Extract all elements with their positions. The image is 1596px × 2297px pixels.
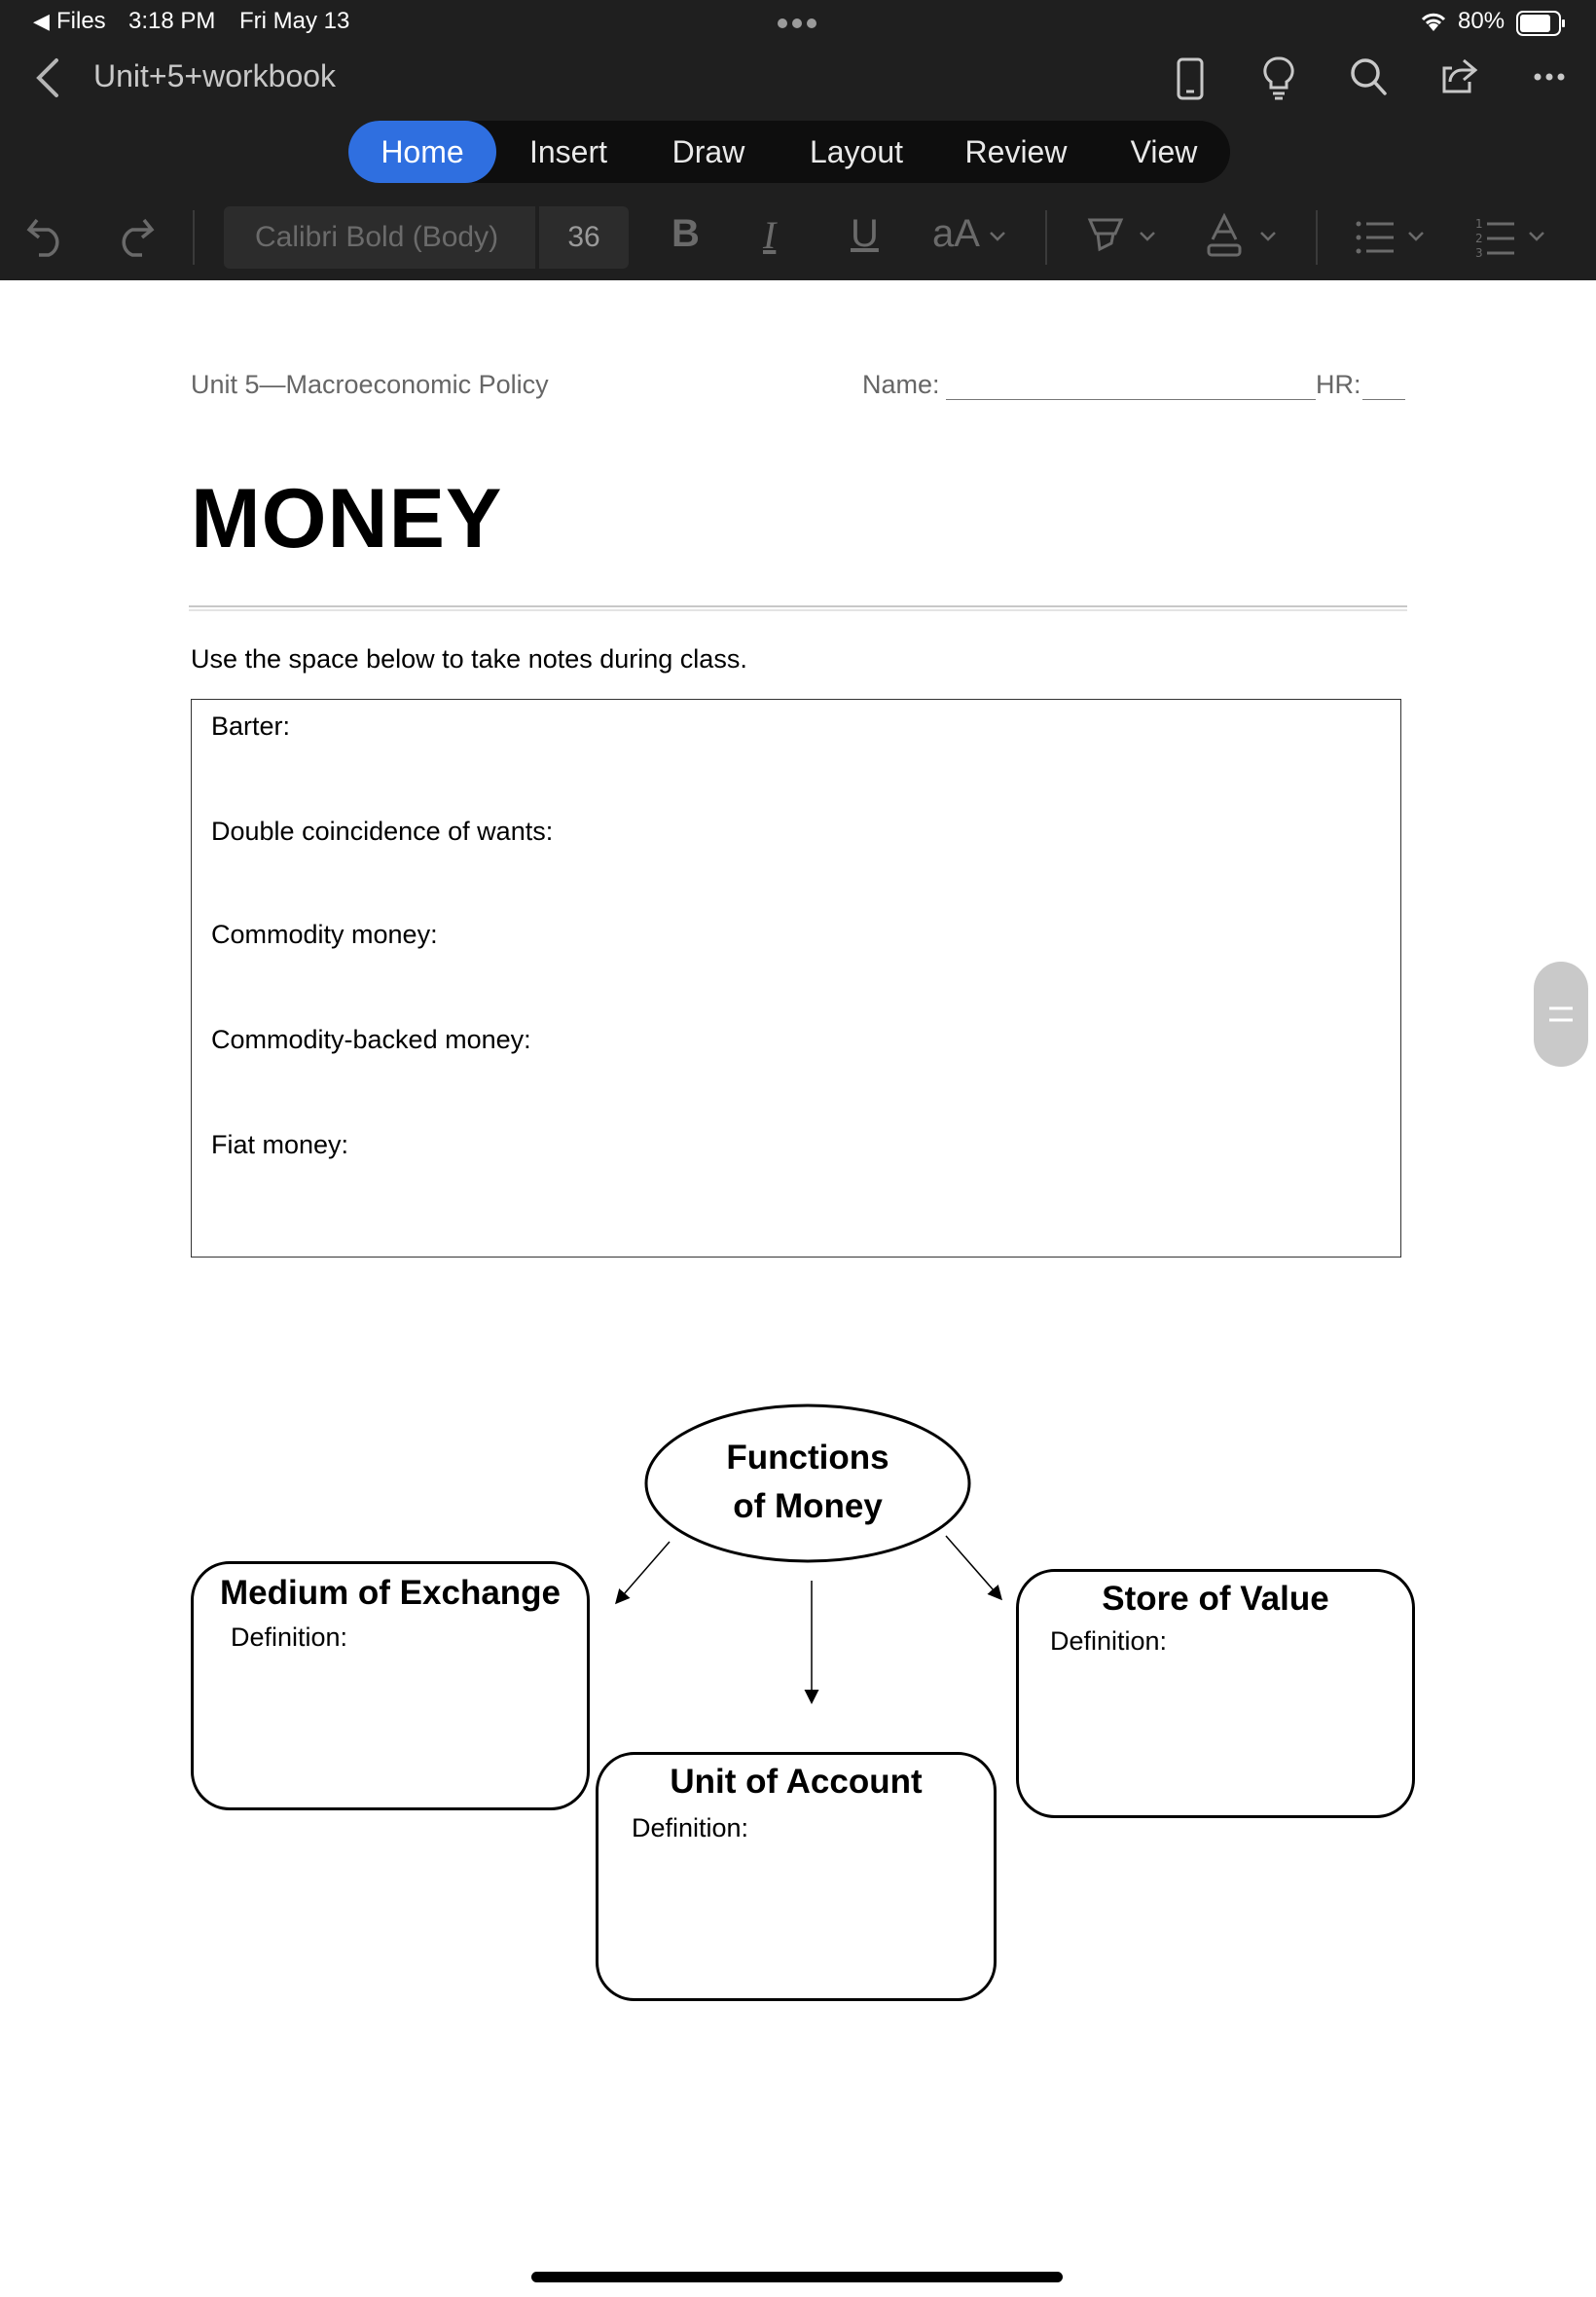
- unit-of-account-box[interactable]: [596, 1752, 997, 2001]
- status-time: 3:18 PM: [128, 8, 216, 34]
- unit-of-account-title: Unit of Account: [670, 1763, 923, 1801]
- share-icon[interactable]: [1440, 56, 1479, 100]
- chevron-down-icon[interactable]: [1528, 230, 1545, 247]
- store-definition-label: Definition:: [1050, 1626, 1168, 1656]
- tab-insert[interactable]: Insert: [528, 134, 608, 169]
- term-fiat-money: Fiat money:: [211, 1130, 349, 1159]
- underline-button[interactable]: U: [851, 212, 879, 255]
- page-title: MONEY: [191, 472, 503, 565]
- font-name-field[interactable]: Calibri Bold (Body): [224, 206, 535, 269]
- center-title-line2: of Money: [733, 1487, 883, 1525]
- toolbar-divider: [193, 210, 195, 265]
- font-size-menu-button[interactable]: aA: [932, 212, 980, 255]
- hr-blank-line[interactable]: [1362, 399, 1405, 400]
- back-chevron-icon[interactable]: [33, 56, 62, 104]
- term-barter: Barter:: [211, 711, 291, 741]
- tab-review[interactable]: Review: [964, 134, 1068, 169]
- hr-label: HR:: [1316, 370, 1361, 399]
- tab-view[interactable]: View: [1130, 134, 1198, 169]
- chevron-down-icon[interactable]: [1139, 230, 1156, 247]
- back-to-files-link[interactable]: Files: [56, 8, 106, 34]
- search-icon[interactable]: [1349, 56, 1388, 102]
- home-indicator[interactable]: [531, 2272, 1063, 2282]
- highlighter-icon[interactable]: [1086, 216, 1125, 262]
- center-title-line1: Functions: [726, 1439, 889, 1477]
- battery-percent: 80%: [1458, 8, 1505, 34]
- tab-home[interactable]: Home: [348, 121, 496, 183]
- wifi-icon: [1419, 10, 1448, 38]
- lightbulb-icon[interactable]: [1261, 55, 1296, 106]
- toolbar-divider: [1316, 210, 1318, 265]
- more-options-icon[interactable]: [1532, 70, 1567, 88]
- chevron-down-icon[interactable]: [989, 230, 1006, 247]
- app-toolbar: [0, 0, 1596, 280]
- toolbar-divider: [1045, 210, 1047, 265]
- store-of-value-title: Store of Value: [1102, 1580, 1329, 1618]
- numbered-list-icon[interactable]: [1475, 216, 1516, 264]
- back-triangle-icon[interactable]: ◀: [33, 9, 50, 33]
- scroll-handle[interactable]: [1534, 962, 1588, 1067]
- multitasking-dots-icon[interactable]: [775, 12, 819, 40]
- course-header: Unit 5—Macroeconomic Policy: [191, 370, 549, 399]
- redo-icon[interactable]: [113, 212, 156, 262]
- term-commodity-money: Commodity money:: [211, 920, 438, 949]
- term-double-coincidence: Double coincidence of wants:: [211, 817, 554, 846]
- undo-icon[interactable]: [25, 212, 68, 262]
- bold-button[interactable]: B: [671, 212, 700, 255]
- bullet-list-icon[interactable]: [1355, 218, 1396, 262]
- unit-definition-label: Definition:: [632, 1813, 749, 1842]
- tab-layout[interactable]: Layout: [809, 134, 904, 169]
- term-commodity-backed-money: Commodity-backed money:: [211, 1025, 531, 1054]
- instructions-text: Use the space below to take notes during class.: [191, 644, 747, 674]
- arrow-to-medium: [617, 1542, 670, 1602]
- notes-box[interactable]: [191, 699, 1401, 1258]
- medium-definition-label: Definition:: [231, 1622, 348, 1652]
- font-color-icon[interactable]: [1205, 212, 1244, 264]
- tab-draw[interactable]: Draw: [671, 134, 745, 169]
- svg-text:3: 3: [1475, 246, 1483, 259]
- name-blank-line[interactable]: [946, 399, 1316, 400]
- font-size-field[interactable]: 36: [539, 206, 629, 269]
- name-label: Name:: [862, 370, 940, 399]
- battery-icon: [1516, 11, 1567, 41]
- medium-of-exchange-title: Medium of Exchange: [219, 1574, 562, 1612]
- document-title[interactable]: Unit+5+workbook: [93, 58, 337, 93]
- status-date: Fri May 13: [239, 8, 350, 34]
- mobile-view-icon[interactable]: [1176, 56, 1205, 106]
- italic-button[interactable]: I: [763, 213, 777, 257]
- medium-of-exchange-box[interactable]: [191, 1561, 590, 1810]
- svg-text:2: 2: [1475, 232, 1483, 245]
- store-of-value-box[interactable]: [1016, 1569, 1415, 1818]
- title-rule: [189, 605, 1407, 611]
- center-ellipse: [646, 1405, 969, 1561]
- svg-text:1: 1: [1475, 217, 1483, 231]
- chevron-down-icon[interactable]: [1259, 230, 1277, 247]
- chevron-down-icon[interactable]: [1407, 230, 1425, 247]
- arrow-to-store: [946, 1536, 1000, 1598]
